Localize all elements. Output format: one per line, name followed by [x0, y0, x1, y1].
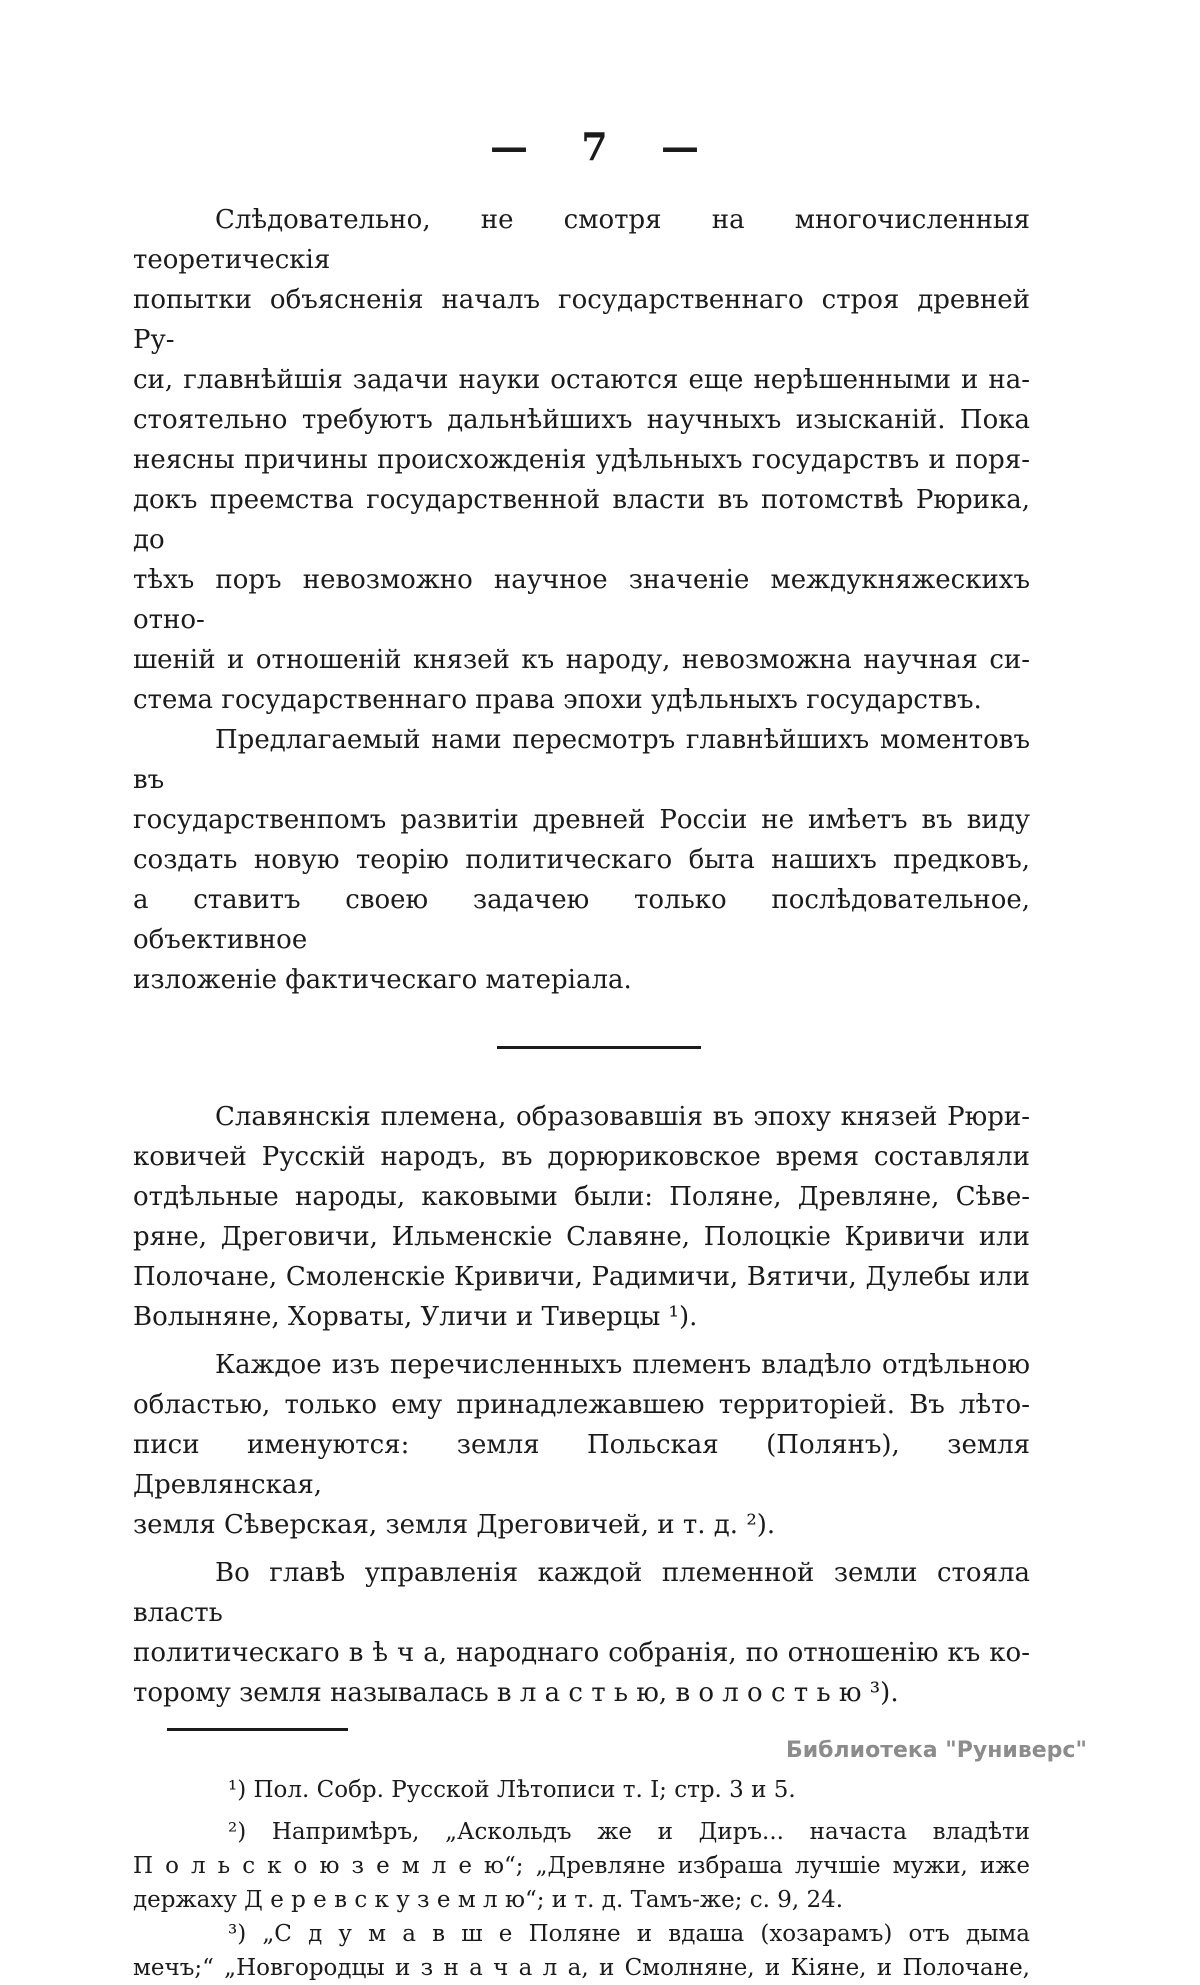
- opening-paragraph: [133, 200, 1030, 720]
- text-line: Во главѣ управленія каждой племенной земли стояла власть: [133, 1558, 1030, 1628]
- tribes-section: [133, 1097, 1030, 1713]
- text-line: ковичей Русскій народъ, въ дорюриковское время составляли: [133, 1142, 1030, 1172]
- page-body: [133, 0, 1030, 1985]
- text-line: писи именуются: земля Польская (Полянъ), земля Древлянская,: [133, 1430, 1030, 1500]
- text-line: держаху Д е р е в с к у з е м л ю“; и т. д. Тамъ-же; с. 9, 24.: [133, 1887, 844, 1913]
- text-line: тѣхъ поръ невозможно научное значеніе междукняжескихъ отно-: [133, 565, 1030, 635]
- text-line: торому земля называлась в л а с т ь ю, в о л о с т ь ю ³).: [133, 1678, 899, 1708]
- text-line: областью, только ему принадлежавшею территоріей. Въ лѣто-: [133, 1390, 1030, 1420]
- text-line: шеній и отношеній князей къ народу, невозможна научная си-: [133, 645, 1030, 675]
- footnote-rule: [167, 1728, 348, 1731]
- text-line: земля Сѣверская, земля Дреговичей, и т. д. ²).: [133, 1510, 776, 1540]
- text-line: Слѣдовательно, не смотря на многочисленныя теоретическія: [133, 205, 1030, 275]
- text-line: си, главнѣйшія задачи науки остаются еще нерѣшенными и на-: [133, 365, 1030, 395]
- text-line: политическаго в ѣ ч а, народнаго собранія, по отношенію къ ко-: [133, 1638, 1030, 1668]
- text-line: стоятельно требуютъ дальнѣйшихъ научныхъ изысканій. Пока: [133, 405, 1030, 435]
- text-line: ³) „С д у м а в ш е Поляне и вдаша (хозарамъ) отъ дыма: [228, 1921, 1030, 1947]
- text-line: отдѣльные народы, каковыми были: Поляне, Древляне, Сѣве-: [133, 1182, 1030, 1212]
- text-line: Волыняне, Хорваты, Уличи и Тиверцы ¹).: [133, 1302, 698, 1332]
- text-line: Славянскія племена, образовавшія въ эпоху князей Рюри-: [215, 1102, 1030, 1132]
- footnote-1: [133, 1773, 1030, 1807]
- text-line: Предлагаемый нами пересмотръ главнѣйшихъ моментовъ въ: [133, 725, 1030, 795]
- text-line: изложеніе фактическаго матеріала.: [133, 965, 632, 995]
- text-line: ²) Напримѣръ, „Аскольдъ же и Диръ... начаста владѣти: [228, 1819, 1030, 1845]
- text-line: докъ преемства государственной власти въ потомствѣ Рюрика, до: [133, 485, 1030, 555]
- text-line: мечъ;“ „Новгородцы и з н а ч а л а, и Смолняне, и Кіяне, и Полочане,: [133, 1955, 1030, 1981]
- footnote-3: [133, 1917, 1030, 1985]
- slavic-tribes-paragraph: [133, 1097, 1030, 1337]
- text-line: Полочане, Смоленскіе Кривичи, Радимичи, Вятичи, Дулебы или: [133, 1262, 1030, 1292]
- text-line: ряне, Дреговичи, Ильменскіе Славяне, Полоцкіе Кривичи или: [133, 1222, 1030, 1252]
- footnote-2: [133, 1815, 1030, 1917]
- text-line: П о л ь с к о ю з е м л е ю“; „Древляне избраша лучшіе мужи, иже: [133, 1853, 1030, 1879]
- footnotes: [133, 1773, 1030, 1985]
- page-number: — 7 —: [490, 124, 700, 169]
- text-line: неясны причины происхожденія удѣльныхъ государствъ и поря-: [133, 445, 1030, 475]
- proposal-paragraph: [133, 720, 1030, 1000]
- intro-section: [133, 200, 1030, 1000]
- text-line: Каждое изъ перечисленныхъ племенъ владѣло отдѣльною: [215, 1350, 1030, 1380]
- text-line: создать новую теорію политическаго быта нашихъ предковъ,: [133, 845, 1030, 875]
- veche-paragraph: [133, 1553, 1030, 1713]
- library-watermark: Библиотека "Руниверс": [786, 1738, 1087, 1763]
- text-line: а ставитъ своею задачею только послѣдовательное, объективное: [133, 885, 1030, 955]
- text-line: стема государственнаго права эпохи удѣльныхъ государствъ.: [133, 685, 982, 715]
- tribal-lands-paragraph: [133, 1345, 1030, 1545]
- section-divider: [497, 1046, 701, 1049]
- text-line: государственпомъ развитіи древней Россіи не имѣетъ въ виду: [133, 805, 1030, 835]
- text-line: ¹) Пол. Собр. Русской Лѣтописи т. I; стр. 3 и 5.: [228, 1777, 796, 1803]
- text-line: попытки объясненія началъ государственнаго строя древней Ру-: [133, 285, 1030, 355]
